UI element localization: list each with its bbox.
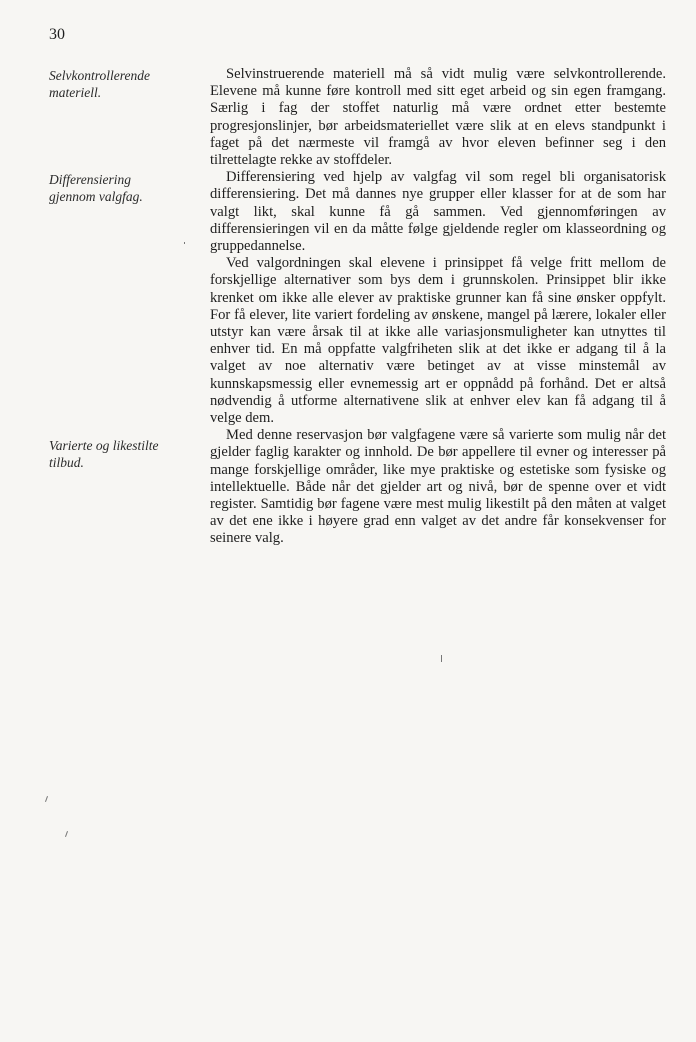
page-number: 30 <box>49 26 65 43</box>
margin-note-selvkontrollerende: Selvkontrollerende materiell. <box>49 68 150 100</box>
scan-speck <box>184 242 185 244</box>
paragraph: Selvinstruerende materiell må så vidt mulig være selvkontrollerende. Elevene må kunne føre kontroll med sitt eget arbeid og sin egen framgang. Særlig i fag der stoffet naturlig må være ordnet etter bestemte progresjonslinjer, bør arbeidsmateriellet være slik at en elevs standpunkt i faget på det nærmeste vil framgå av hvor eleven befinner seg i den tilrettelagte rekke av stoffdeler. <box>210 66 666 169</box>
scan-speck <box>441 655 442 662</box>
paragraph: Ved valgordningen skal elevene i prinsippet få velge fritt mellom de forskjellige alternativer som bys dem i grunnskolen. Prinsippet blir ikke krenket om ikke alle elever av praktiske grunner kan få sine ønsker oppfylt. For få elever, lite variert fordeling av ønskene, mangel på lærere, lokaler eller utstyr kan være årsak til at ikke alle variasjonsmuligheter kan utnyttes til enhver tid. En må oppfatte valgfriheten slik at det ikke er adgang til å la valget av noe alternativ være betinget av at visse minstemål av kunnskapsmessig eller evnemessig art er oppnådd på forhånd. Det er altså nødvendig å utforme alternativene slik at enhver elev kan få adgang til å velge dem. <box>210 255 666 427</box>
scan-speck <box>65 831 68 837</box>
scan-speck <box>45 796 48 802</box>
body-text <box>210 66 666 548</box>
paragraph: Med denne reservasjon bør valgfagene være så varierte som mulig når det gjelder faglig karakter og innhold. De bør appellere til evner og interesser på mange forskjellige områder, like mye praktiske og estetiske som fysiske og intellektuelle. Både når det gjelder art og nivå, bør de spenne over et vidt register. Samtidig bør fagene være mest mulig likestilt på den måten at valget av det ene ikke i høyere grad enn valget av det andre får konsekvenser for seinere valg. <box>210 427 666 547</box>
margin-note-differensiering: Differensiering gjennom valgfag. <box>49 172 143 204</box>
margin-note-varierte: Varierte og likestilte tilbud. <box>49 438 159 470</box>
paragraph: Differensiering ved hjelp av valgfag vil som regel bli organisatorisk differensiering. Det må dannes nye grupper eller klasser for at de som har valgt likt, skal kunne få gå sammen. Ved gjennomføringen av differensieringen vil en da måtte følge gjeldende regler om klasseordning og gruppedannelse. <box>210 169 666 255</box>
